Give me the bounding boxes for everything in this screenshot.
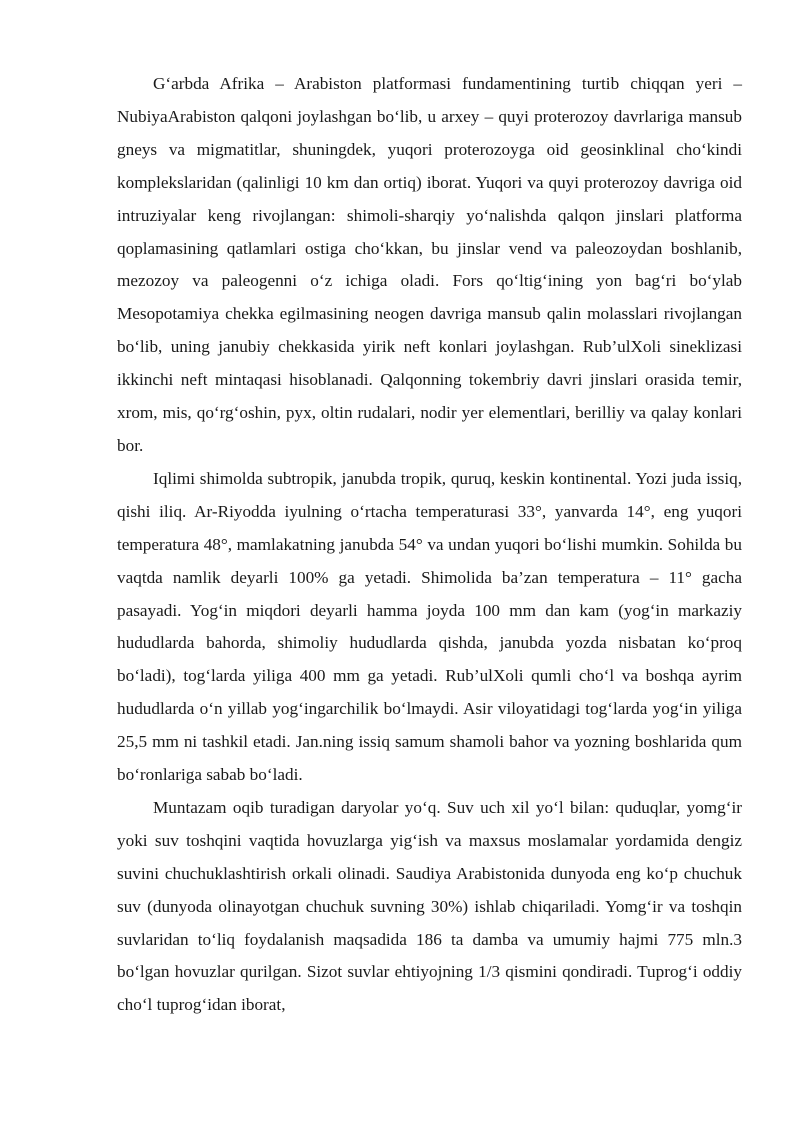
paragraph-climate: Iqlimi shimolda subtropik, janubda tropik, quruq, keskin kontinental. Yozi juda issiq, qishi iliq. Ar-Riyodda iyulning o‘rtacha temperaturasi 33°, yanvarda 14°, eng yuqori temperatura 48°, mamlakatning janubda 54° va undan yuqori bo‘lishi mumkin. Sohilda bu vaqtda namlik deyarli 100% ga yetadi. Shimolida ba’zan temperatura – 11° gacha pasayadi. Yog‘in miqdori deyarli hamma joyda 100 mm dan kam (yog‘in markaziy hududlarda bahorda, shimoliy hududlarda qishda, janubda yozda nisbatan ko‘proq bo‘ladi), tog‘larda yiliga 400 mm ga yetadi. Rub’ulXoli qumli cho‘l va boshqa ayrim hududlarda o‘n yillab yog‘ingarchilik bo‘lmaydi. Asir viloyatidagi tog‘larda yog‘in yiliga 25,5 mm ni tashkil etadi. Jan.ning issiq samum shamoli bahor va yozning boshlarida qum bo‘ronlariga sabab bo‘ladi.: [117, 468, 742, 785]
paragraph-geology: G‘arbda Afrika – Arabiston platformasi fundamentining turtib chiqqan yeri – NubiyaArabiston qalqoni joylashgan bo‘lib, u arxey – quyi proterozoy davrlariga mansub gneys va migmatitlar, shuningdek, yuqori proterozoyga oid geosinklinal cho‘kindi komplekslaridan (qalinligi 10 km dan ortiq) iborat. Yuqori va quyi proterozoy davriga oid intruziyalar keng rivojlangan: shimoli-sharqiy yo‘nalishda qalqon jinslari platforma qoplamasining qatlamlari ostiga cho‘kkan, bu jinslar vend va paleozoydan boshlanib, mezozoy va paleogenni o‘z ichiga oladi. Fors qo‘ltig‘ining yon bag‘ri bo‘ylab Mesopotamiya chekka egilmasining neogen davriga mansub qalin molasslari rivojlangan bo‘lib, uning janubiy chekkasida yirik neft konlari joylashgan. Rub’ulXoli sineklizasi ikkinchi neft mintaqasi hisoblanadi. Qalqonning tokembriy davri jinslari orasida temir, xrom, mis, qo‘rg‘oshin, pyx, oltin rudalari, nodir yer elementlari, berilliy va qalay konlari bor.: [117, 74, 742, 455]
paragraph-water: Muntazam oqib turadigan daryolar yo‘q. Suv uch xil yo‘l bilan: quduqlar, yomg‘ir yoki suv toshqini vaqtida hovuzlarga yig‘ish va maxsus moslamalar yordamida dengiz suvini chuchuklashtirish orkali olinadi. Saudiya Arabistonida dunyoda eng ko‘p chuchuk suv (dunyoda olinayotgan chuchuk suvning 30%) ishlab chiqariladi. Yomg‘ir va toshqin suvlaridan to‘liq foydalanish maqsadida 186 ta damba va umumiy hajmi 775 mln.3 bo‘lgan hovuzlar qurilgan. Sizot suvlar ehtiyojning 1/3 qismini qondiradi. Tuprog‘i oddiy cho‘l tuprog‘idan iborat,: [117, 797, 742, 1015]
